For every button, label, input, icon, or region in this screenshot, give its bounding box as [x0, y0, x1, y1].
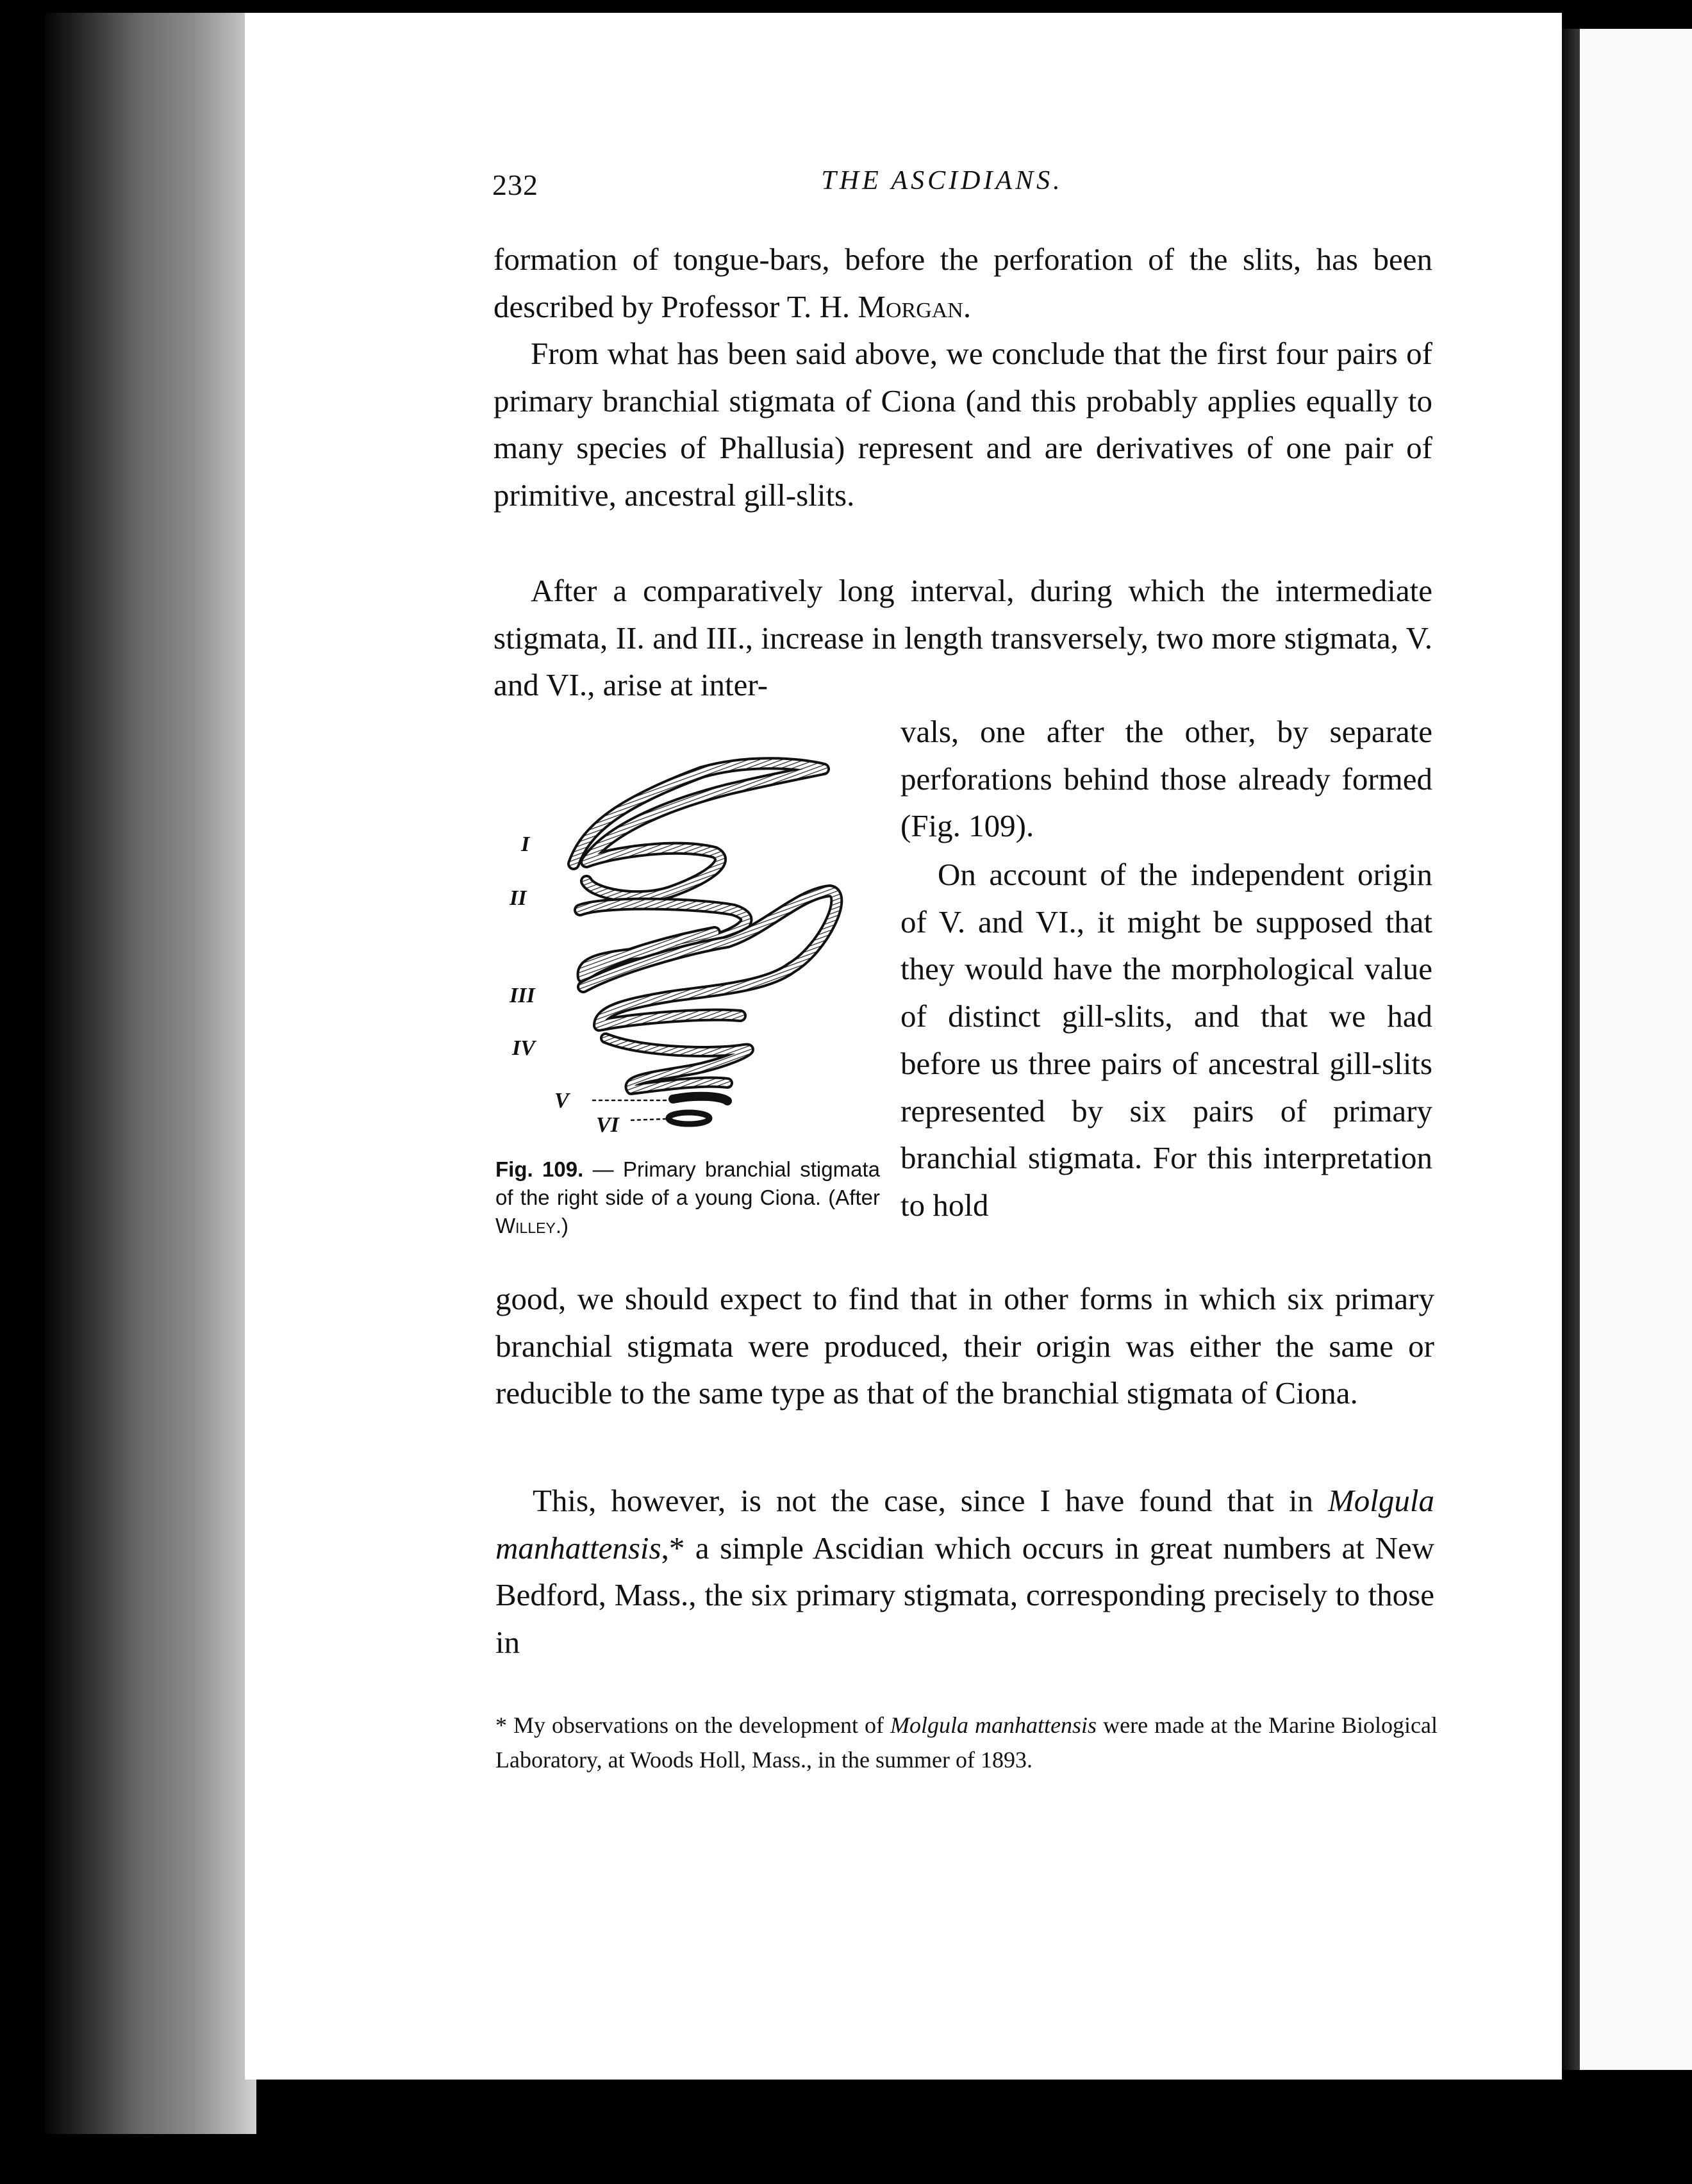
- running-head: THE ASCIDIANS.: [821, 166, 1063, 195]
- figure-caption: [495, 1155, 880, 1240]
- figure-109-illustration: [510, 756, 881, 1141]
- caption-text: — Primary branchial stigmata of the right side of a young Ciona. (After: [495, 1157, 880, 1209]
- paragraph-6-text: This, however, is not the case, since I have found that in: [533, 1483, 1328, 1518]
- footnote: [495, 1708, 1438, 1777]
- footnote-species: Molgula manhattensis: [890, 1712, 1097, 1738]
- page-number: 232: [492, 169, 538, 201]
- paragraph-5-continued: good, we should expect to find that in other forms in which six primary branchial stigmata were produced, their origin was either the same or reducible to the same type as that of the branchial stigmata of Ciona.: [495, 1281, 1434, 1411]
- paragraph-1-text: formation of tongue-bars, before the perforation of the slits, has been described by Professor T. H.: [494, 242, 1432, 324]
- figure-number: Fig. 109.: [495, 1157, 584, 1181]
- paragraph-1: [494, 236, 1432, 330]
- paragraph-4: vals, one after the other, by separate perforations behind those already formed (Fig. 109).: [900, 714, 1432, 844]
- caption-author: Willey: [495, 1214, 556, 1237]
- leader-VI: [631, 1119, 667, 1120]
- paragraph-1-end: .: [963, 288, 972, 324]
- caption-end: .): [555, 1214, 568, 1237]
- paragraph-2: From what has been said above, we conclude that the first four pairs of primary branchial stigmata of Ciona (and this probably applies equally to many species of Phallusia) represent and are derivatives of one pair of primitive, ancestral gill-slits.: [494, 336, 1432, 513]
- species-name: Molgula manhattensis: [495, 1483, 1434, 1566]
- footnote-text: * My observations on the development of: [495, 1712, 891, 1738]
- stigma-V: [673, 1096, 727, 1101]
- paragraph-3: After a comparatively long interval, during which the intermediate stigmata, II. and III., increase in length transversely, two more stigmata, V. and VI., arise at inter-: [494, 573, 1432, 703]
- paragraph-6-rest: ,* a simple Ascidian which occurs in great numbers at New Bedford, Mass., the six primary stigmata, corresponding precisely to those in: [495, 1530, 1434, 1660]
- next-page-edge: [1562, 29, 1580, 2070]
- footnote-rest: were made at the Marine Biological Laboratory, at Woods Holl, Mass., in the summer of 1893.: [495, 1712, 1438, 1773]
- label-II: II: [510, 886, 527, 910]
- book-page-edge: [45, 13, 256, 2134]
- label-VI: VI: [596, 1113, 619, 1137]
- stigma-VI: [668, 1113, 709, 1124]
- label-IV: IV: [512, 1036, 535, 1060]
- paragraph-6: [495, 1477, 1434, 1666]
- label-I: I: [521, 832, 530, 856]
- label-V: V: [554, 1089, 569, 1113]
- label-III: III: [510, 984, 535, 1007]
- author-name-morgan: Morgan: [858, 288, 963, 324]
- next-page: [1580, 29, 1692, 2070]
- paragraph-5: On account of the independent origin of V. and VI., it might be supposed that they would have the morphological value of distinct gill-slits, and that we had before us three pairs of ancestral gill-slits represented by six pairs of primary branchial stigmata. For this interpretation to hold: [900, 857, 1432, 1223]
